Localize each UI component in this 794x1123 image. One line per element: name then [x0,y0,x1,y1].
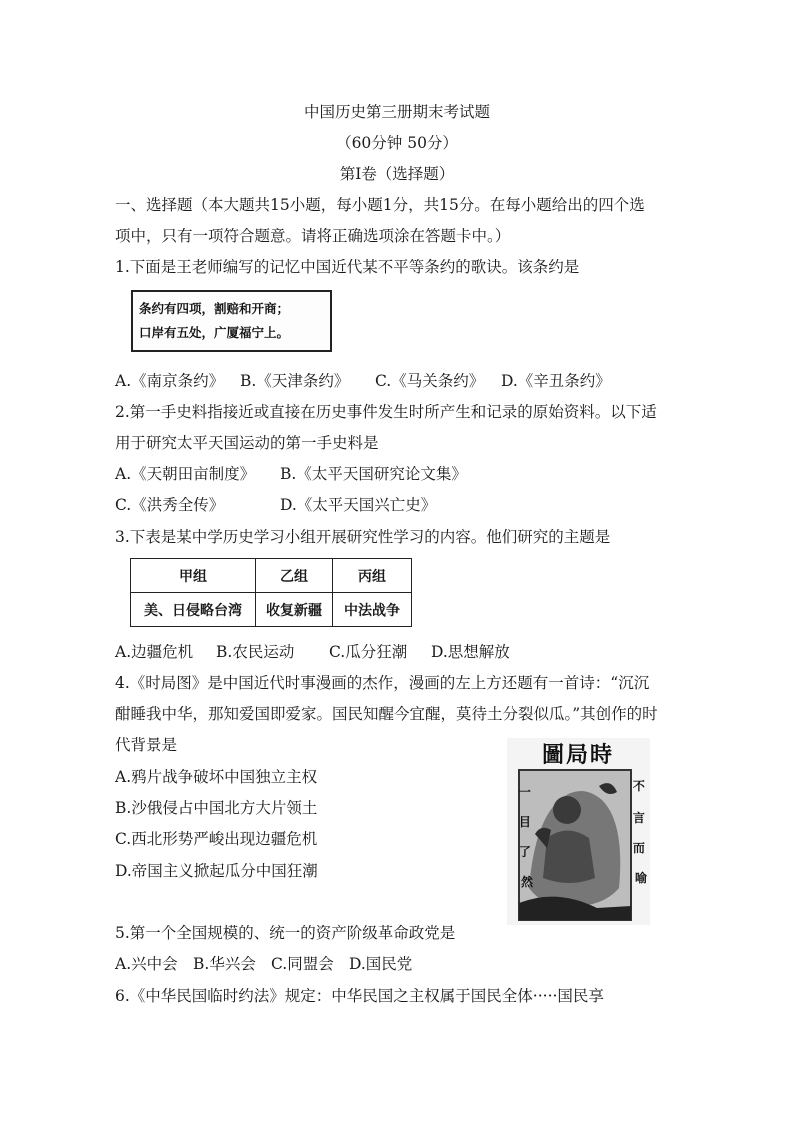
q5-stem: 5.第一个全国规模的、统一的资产阶级革命政党是 [115,924,456,942]
q4-option-d: D.帝国主义掀起瓜分中国狂潮 [115,862,318,880]
q3-option-c: C.瓜分狂潮 [329,643,408,661]
cartoon-right-char-1: 不 [632,779,645,793]
cartoon-left-char-4: 然 [520,875,534,889]
q3-option-b: B.农民运动 [216,643,295,661]
q5-option-c: C.同盟会 [271,955,334,973]
q4-option-b: B.沙俄侵占中国北方大片领土 [115,799,318,817]
exam-title: 中国历史第三册期末考试题 [303,103,490,121]
q2-options-row-2 [115,494,436,516]
cartoon-left-char-3: 了 [518,845,531,859]
q3-cell-jia: 美、日侵略台湾 [131,593,256,627]
cartoon-figure-head [553,796,581,824]
q3-header-jia: 甲组 [131,559,256,593]
instructions-line-1: 一、选择题（本大题共15小题，每小题1分，共15分。在每小题给出的四个选 [115,196,645,214]
cartoon-right-char-2: 言 [632,811,645,825]
q3-cell-bing: 中法战争 [333,593,412,627]
q3-option-a: A.边疆危机 [115,643,194,661]
q1-stem: 1.下面是王老师编写的记忆中国近代某不平等条约的歌诀。该条约是 [115,258,580,276]
q4-option-c: C.西北形势严峻出现边疆危机 [115,830,318,848]
exam-meta: （60分钟 50分） [336,134,458,152]
instructions-line-2: 项中，只有一项符合题意。请将正确选项涂在答题卡中。） [115,227,511,245]
q4-stem-line-1: 4.《时局图》是中国近代时事漫画的杰作，漫画的左上方还题有一首诗：“沉沉 [115,674,650,692]
q5-option-b: B.华兴会 [193,955,256,973]
q2-stem-line-1: 2.第一手史料指接近或直接在历史事件发生时所产生和记录的原始资料。以下适 [115,403,657,421]
cartoon-left-char-1: 一 [518,785,531,799]
q1-option-b: B.《天津条约》 [240,372,350,390]
cartoon-figure-body [543,831,595,884]
q2-options-row-1 [115,463,467,485]
q4-stem-line-2: 酣睡我中华，那知爱国即爱家。国民知醒今宜醒，莫待土分裂似瓜。”其创作的时 [115,705,658,723]
q3-group-table [130,558,412,627]
volume-heading: 第Ⅰ卷（选择题） [339,165,455,183]
q1-option-c: C.《马关条约》 [375,372,485,390]
cartoon-right-char-3: 而 [632,841,645,855]
table-row [131,593,412,627]
q2-option-b: B.《太平天国研究论文集》 [280,465,467,483]
q3-header-bing: 丙组 [333,559,412,593]
cartoon-right-char-4: 喻 [634,871,648,885]
q3-header-yi: 乙组 [256,559,333,593]
q5-option-a: A.兴中会 [115,955,178,973]
table-row [131,559,412,593]
q5-options [115,953,412,975]
q3-stem: 3.下表是某中学历史学习小组开展研究性学习的内容。他们研究的主题是 [115,528,611,546]
q2-option-c: C.《洪秀全传》 [115,496,225,514]
q1-option-a: A.《南京条约》 [115,372,225,390]
q1-poem-line-1: 条约有四项，割赔和开商； [139,301,290,316]
q1-poem-line-2: 口岸有五处，广厦福宁上。 [139,325,290,340]
q4-option-a: A.鸦片战争破坏中国独立主权 [115,768,318,786]
q3-options [115,641,510,663]
q3-cell-yi: 收复新疆 [256,593,333,627]
q4-stem-line-3: 代背景是 [115,736,178,754]
q2-stem-line-2: 用于研究太平天国运动的第一手史料是 [115,434,379,452]
q6-stem: 6.《中华民国临时约法》规定：中华民国之主权属于国民全体·····国民享 [115,987,604,1005]
q1-options [115,370,611,392]
cartoon-left-char-2: 目 [518,815,531,829]
shiju-tu-cartoon [507,738,650,925]
q5-option-d: D.国民党 [349,955,413,973]
q1-option-d: D.《辛丑条约》 [501,372,611,390]
q3-option-d: D.思想解放 [431,643,510,661]
cartoon-title: 圖局時 [541,742,615,768]
q2-option-d: D.《太平天国兴亡史》 [280,496,437,514]
q1-poem-box [131,290,332,352]
q2-option-a: A.《天朝田亩制度》 [115,465,256,483]
